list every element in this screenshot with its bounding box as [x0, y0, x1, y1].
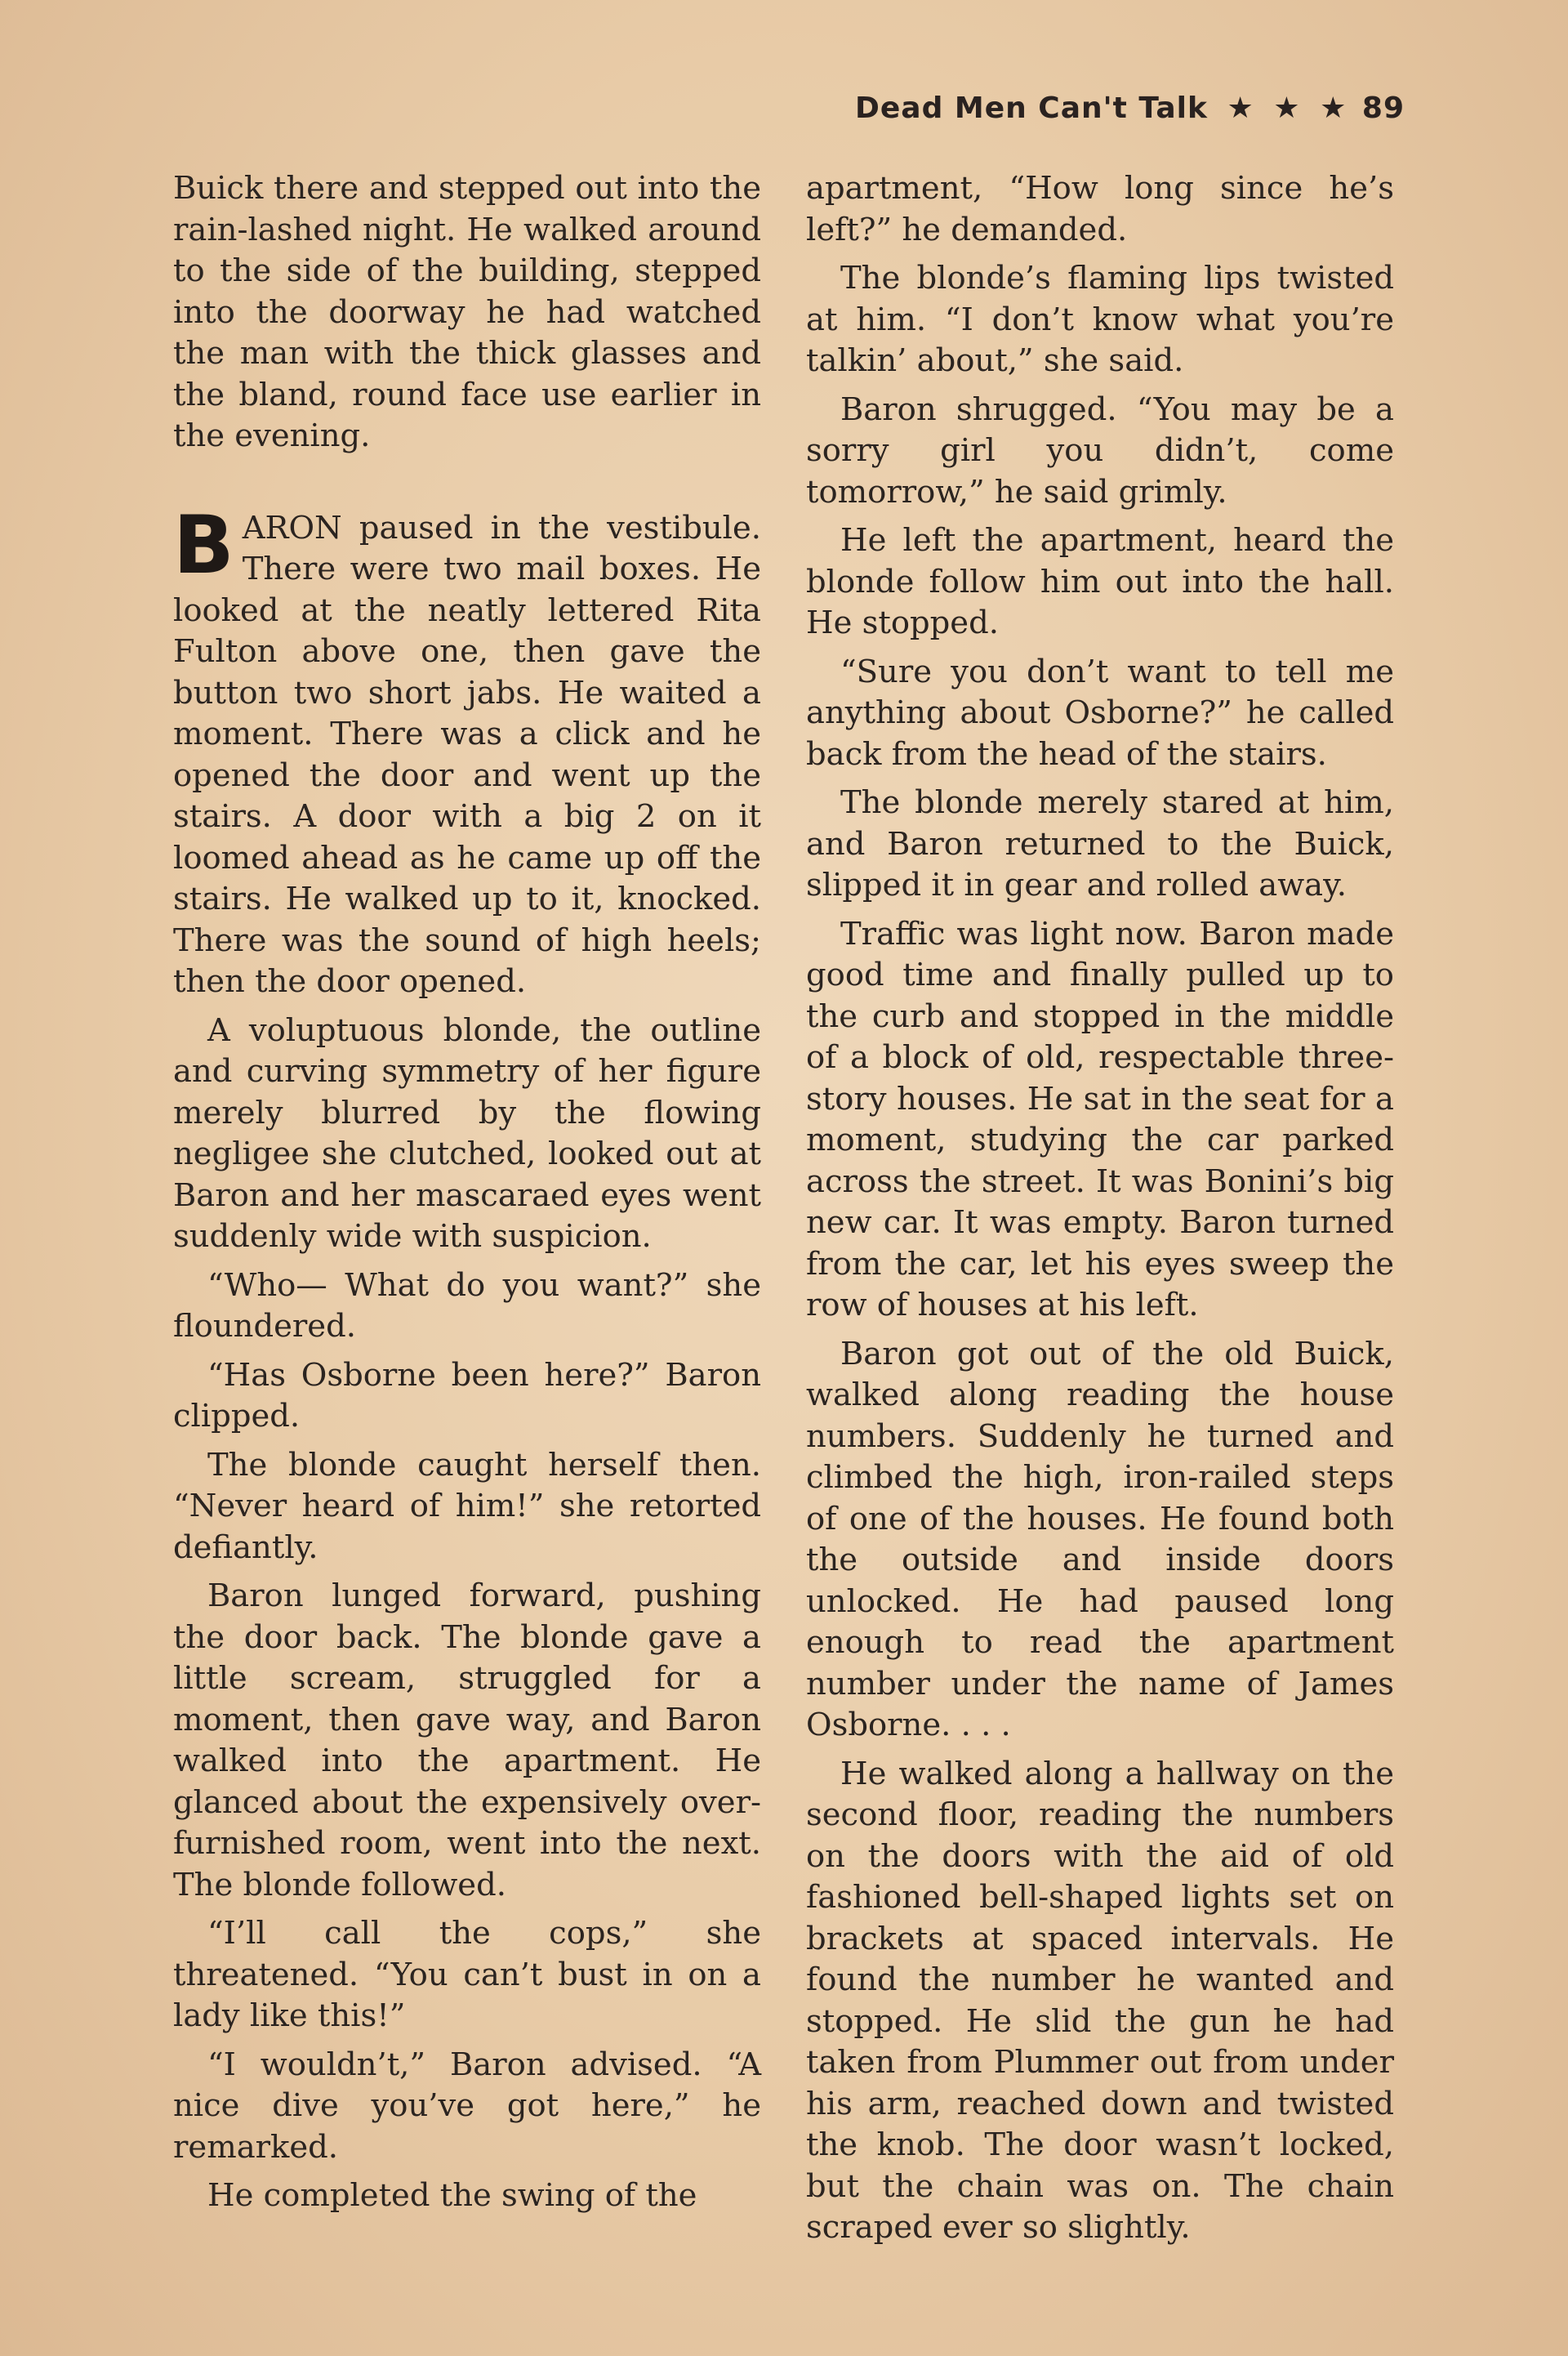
- paragraph: “Who— What do you want?” she floundered.: [173, 1266, 761, 1345]
- paragraph: apartment, “How long since he’s left?” he demanded.: [806, 170, 1394, 248]
- paragraph: The blonde’s flaming lips twisted at him. “I don’t know what you’re talkin’ about,” she said.: [806, 260, 1394, 379]
- paragraph: A voluptuous blonde, the outline and curving symmetry of her figure merely blurred by the flowing negligee she clutched, looked out at Baron and her mascaraed eyes went suddenly wide with suspicion.: [173, 1011, 761, 1255]
- paragraph: “Has Osborne been here?” Baron clipped.: [173, 1356, 761, 1435]
- paragraph: “I’ll call the cops,” she threatened. “You can’t bust in on a lady like this!”: [173, 1915, 761, 2034]
- paragraph: Baron got out of the old Buick, walked along reading the house numbers. Suddenly he turned and climbed the high, iron-railed steps of one of the houses. He found both the outside and inside doors unlocked. He had paused long enough to read the apartment number under the name of James Osborne. . . .: [806, 1335, 1394, 1743]
- paragraph: Baron shrugged. “You may be a sorry girl you didn’t, come tomorrow,” he said grimly.: [806, 390, 1394, 511]
- stars-ornament: ★ ★ ★: [1227, 91, 1352, 125]
- paragraph: Baron lunged forward, pushing the door back. The blonde gave a little scream, struggled for a moment, then gave way, and Baron walked into the apartment. He glanced about the expensively over-furnished room, went into the next. The blonde followed.: [173, 1577, 761, 1903]
- paragraph: “Sure you don’t want to tell me anything about Osborne?” he called back from the head of the stairs.: [806, 653, 1394, 773]
- paragraph: The blonde caught herself then. “Never heard of him!” she retorted defiantly.: [173, 1446, 761, 1566]
- page-number: 89: [1361, 91, 1405, 125]
- right-column: [806, 168, 1394, 2256]
- paragraph: Buick there and stepped out into the rain-lashed night. He walked around to the side of the building, stepped into the doorway he had watched the man with the thick glasses and the bland, round face use earlier in the evening.: [173, 170, 761, 454]
- running-head: [855, 91, 1405, 125]
- paragraph: The blonde merely stared at him, and Baron returned to the Buick, slipped it in gear and rolled away.: [806, 784, 1394, 904]
- paragraph: He walked along a hallway on the second floor, reading the numbers on the doors with the aid of old fashioned bell-shaped lights set on brackets at spaced intervals. He found the number he wanted and stopped. He slid the gun he had taken from Plummer out from under his arm, reached down and twisted the knob. The door wasn’t locked, but the chain was on. The chain scraped ever so slightly.: [806, 1755, 1394, 2246]
- story-title: Dead Men Can't Talk: [855, 91, 1208, 125]
- paragraph: He left the apartment, heard the blonde follow him out into the hall. He stopped.: [806, 522, 1394, 641]
- left-column: [173, 168, 761, 2224]
- paragraph: Traffic was light now. Baron made good time and finally pulled up to the curb and stopped in the middle of a block of old, respectable three-story houses. He sat in the seat for a moment, studying the car parked across the street. It was Bonini’s big new car. It was empty. Baron turned from the car, let his eyes sweep the row of houses at his left.: [806, 915, 1394, 1323]
- paragraph: He completed the swing of the: [207, 2177, 697, 2214]
- paragraph: “I wouldn’t,” Baron advised. “A nice dive you’ve got here,” he remarked.: [173, 2046, 761, 2166]
- paragraph-text: ARON paused in the vestibule. There were two mail boxes. He looked at the neatly lettered Rita Fulton above one, then gave the button two short jabs. He waited a moment. There was a click and he opened the door and went up the stairs. A door with a big 2 on it loomed ahead as he came up off the stairs. He walked up to it, knocked. There was the sound of high heels; then the door opened.: [173, 509, 761, 1000]
- drop-cap: B: [173, 498, 234, 592]
- section-opening-paragraph: [173, 498, 761, 1003]
